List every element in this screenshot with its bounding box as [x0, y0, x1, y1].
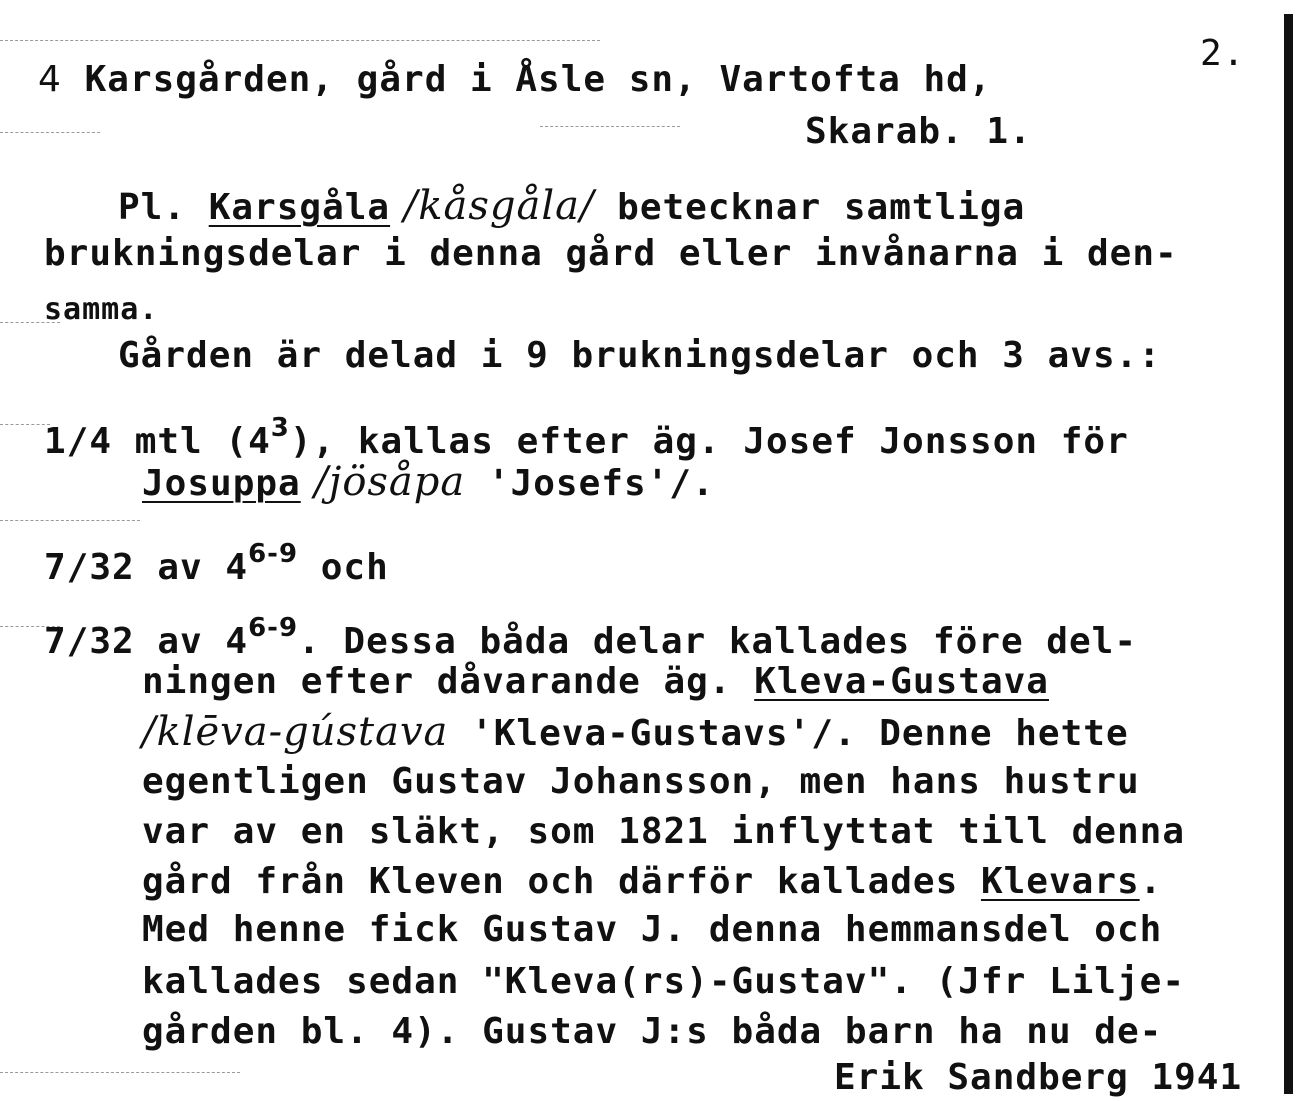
- heading-title: Karsgården, gård i Åsle sn, Vartofta hd,: [61, 59, 992, 100]
- ruled-line: [0, 40, 600, 41]
- handwritten-pronunciation: /kåsgåla/: [390, 183, 595, 229]
- text-span: 1/4 mtl (4: [44, 421, 271, 462]
- text-span: 7/32 av 4: [44, 621, 249, 662]
- paragraph-3-line-1: [44, 412, 1129, 462]
- paragraph-3-line-2: [142, 459, 715, 505]
- text-span: gård från Kleven och därför kallades: [142, 861, 981, 902]
- paragraph-5-line-4: egentligen Gustav Johansson, men hans hustru: [142, 761, 1140, 802]
- ruled-line: [0, 520, 140, 521]
- paragraph-5-line-1: [44, 612, 1137, 662]
- paragraph-5-line-3: [142, 709, 1129, 755]
- heading-number: 4: [38, 59, 62, 100]
- handwritten-pronunciation: /jösåpa: [300, 459, 466, 505]
- paragraph-1-line-2: brukningsdelar i denna gård eller invånarna i den-: [44, 233, 1178, 274]
- text-span: och: [298, 547, 389, 588]
- paragraph-5-line-2: [142, 662, 1049, 702]
- heading-line-2: Skarab. 1.: [805, 111, 1032, 152]
- text-span: 7/32 av 4: [44, 547, 249, 588]
- text-span: 'Josefs'/.: [465, 463, 715, 504]
- place-name: Karsgåla: [208, 187, 391, 228]
- text-span: . Dessa båda delar kallades före del-: [298, 621, 1137, 662]
- superscript: 6-9: [248, 613, 299, 643]
- text-span: 'Kleva-Gustavs'/. Denne hette: [448, 713, 1129, 754]
- ruled-line: [0, 132, 100, 133]
- superscript: 6-9: [248, 539, 299, 569]
- text-span: ningen efter dåvarande äg.: [142, 661, 755, 702]
- page-number: 2.: [1200, 33, 1246, 74]
- text-span: .: [1139, 861, 1163, 902]
- ruled-line: [540, 126, 680, 127]
- superscript: 3: [270, 413, 290, 443]
- text-span: ), kallas efter äg. Josef Jonsson för: [289, 421, 1129, 462]
- ruled-line: [0, 1072, 240, 1073]
- paragraph-5-line-6: [142, 862, 1162, 902]
- paragraph-5-line-8: kallades sedan "Kleva(rs)-Gustav". (Jfr Lilje-: [142, 961, 1185, 1002]
- heading-line-1: [38, 60, 992, 100]
- paragraph-2-line: Gården är delad i 9 brukningsdelar och 3 avs.:: [118, 335, 1161, 376]
- paragraph-5-line-9: gården bl. 4). Gustav J:s båda barn ha nu de-: [142, 1011, 1163, 1052]
- text-span: betecknar samtliga: [594, 187, 1026, 228]
- paragraph-1-line-3: samma.: [44, 292, 159, 327]
- handwritten-pronunciation: /klēva-gústava: [142, 709, 449, 755]
- text-span: Pl.: [118, 187, 209, 228]
- card-right-border: [1284, 14, 1293, 1094]
- paragraph-4-line: [44, 538, 389, 588]
- ruled-line: [0, 424, 50, 425]
- place-name: Klevars: [980, 861, 1140, 902]
- paragraph-1-line-1: [118, 183, 1026, 229]
- paragraph-5-line-7: Med henne fick Gustav J. denna hemmansdel och: [142, 909, 1163, 950]
- place-name: Josuppa: [142, 463, 301, 504]
- paragraph-5-line-5: var av en släkt, som 1821 inflyttat till denna: [142, 811, 1185, 852]
- signature: Erik Sandberg 1941: [834, 1057, 1243, 1098]
- place-name: Kleva-Gustava: [754, 661, 1049, 702]
